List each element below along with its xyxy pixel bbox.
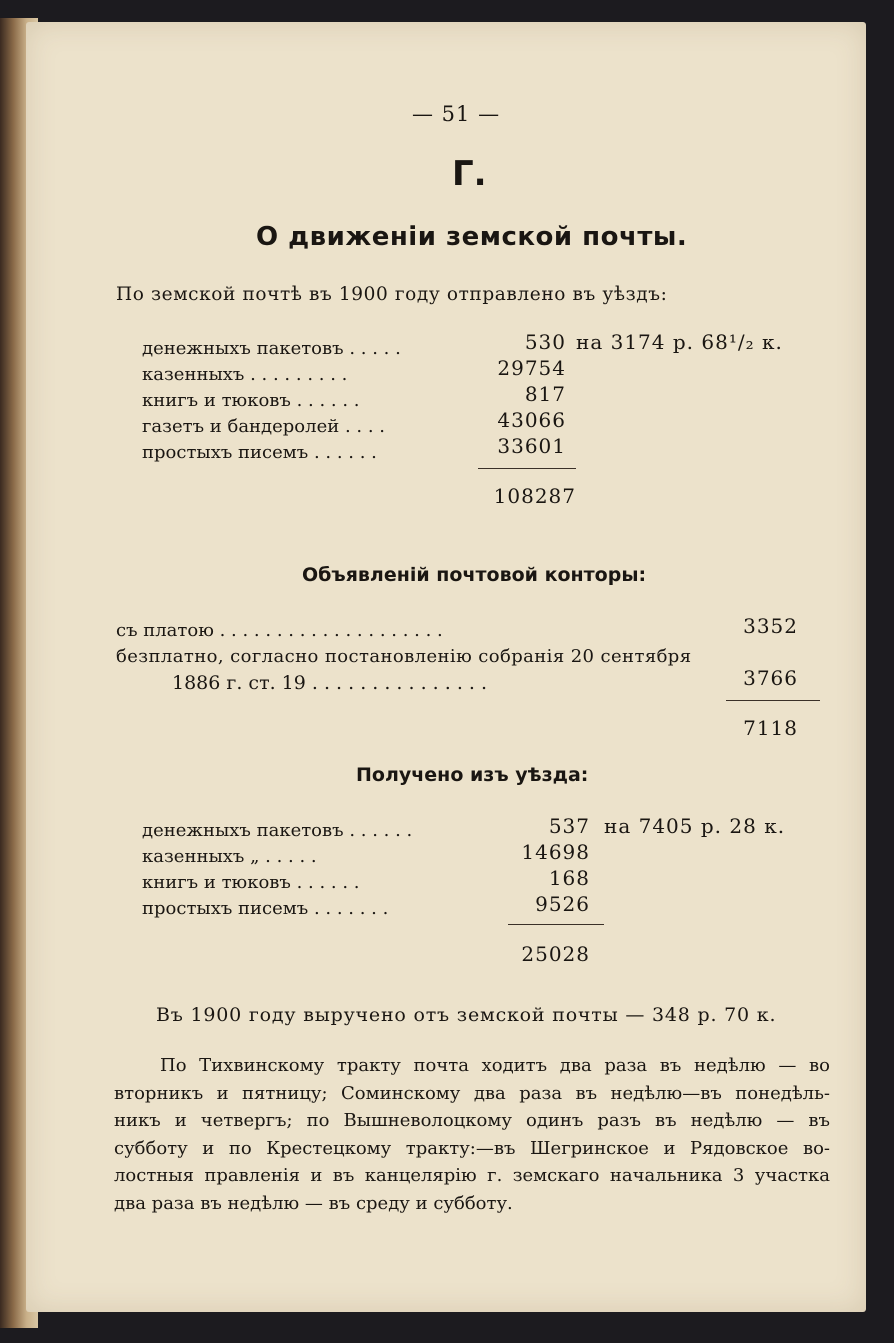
received-row-value: 537: [548, 814, 590, 838]
announcements-total: 7118: [743, 716, 798, 740]
announcements-heading: Объявленій почтовой конторы:: [302, 564, 647, 586]
paragraph-line: два раза въ недѣлю — въ среду и субботу.: [114, 1192, 513, 1214]
received-heading: Получено изъ уѣзда:: [356, 764, 589, 786]
paid-value: 3352: [743, 614, 798, 638]
sent-row-label: казенныхъ . . . . . . . . .: [142, 364, 348, 385]
paragraph-line: никъ и четвергъ; по Вышневолоцкому одинъ разъ въ недѣлю — въ: [114, 1110, 830, 1131]
sent-row-value: 29754: [497, 356, 566, 380]
paragraph-line: вторникъ и пятницу; Соминскому два раза въ недѣлю—въ понедѣль-: [114, 1082, 830, 1104]
announcements-total-rule: [726, 700, 820, 701]
received-row-value: 168: [548, 866, 590, 890]
free-value: 3766: [743, 666, 798, 690]
received-row-label: простыхъ писемъ . . . . . . .: [142, 898, 389, 919]
sent-row-label: денежныхъ пакетовъ . . . . .: [142, 338, 401, 359]
sent-row-value: 43066: [497, 408, 566, 432]
paragraph-line: субботу и по Крестецкому тракту:—въ Шегринское и Рядовское во-: [114, 1137, 830, 1159]
paid-label: съ платою . . . . . . . . . . . . . . . . . . . .: [116, 620, 443, 641]
received-row-label: книгъ и тюковъ . . . . . .: [142, 872, 360, 893]
sent-total-rule: [478, 468, 576, 469]
paragraph-line: По Тихвинскому тракту почта ходитъ два раза въ недѣлю — во: [160, 1055, 830, 1076]
free-label-line2: 1886 г. ст. 19 . . . . . . . . . . . . . . .: [172, 672, 488, 694]
received-row-label: казенныхъ „ . . . . .: [142, 846, 317, 867]
page-number: — 51 —: [412, 102, 501, 126]
sent-row-value: 530: [524, 330, 566, 354]
sent-row-label: простыхъ писемъ . . . . . .: [142, 442, 377, 463]
section-letter: Г.: [452, 154, 487, 194]
received-row-value: 9526: [535, 892, 590, 916]
sent-row-label: книгъ и тюковъ . . . . . .: [142, 390, 360, 411]
tract-schedule-paragraph: [114, 1052, 830, 1217]
intro-line: По земской почтѣ въ 1900 году отправлено въ уѣздъ:: [116, 284, 668, 305]
received-row-label: денежныхъ пакетовъ . . . . . .: [142, 820, 413, 841]
revenue-line: Въ 1900 году выручено отъ земской почты — 348 р. 70 к.: [156, 1004, 777, 1026]
received-total: 25028: [521, 942, 590, 966]
paragraph-line: лостныя правленія и въ канцелярію г. земскаго начальника 3 участка: [114, 1165, 830, 1186]
sent-row-value: 817: [524, 382, 566, 406]
page-title: О движеніи земской почты.: [256, 222, 688, 252]
received-row-value: 14698: [521, 840, 590, 864]
received-total-rule: [508, 924, 604, 925]
received-row-extra: на 7405 р. 28 к.: [604, 814, 786, 838]
book-page: [26, 22, 866, 1312]
sent-total: 108287: [493, 484, 576, 508]
sent-row-value: 33601: [497, 434, 566, 458]
free-label-line1: безплатно, согласно постановленію собранія 20 сентября: [116, 646, 692, 667]
sent-row-extra: на 3174 р. 68¹/₂ к.: [576, 330, 783, 354]
sent-row-label: газетъ и бандеролей . . . .: [142, 416, 385, 437]
